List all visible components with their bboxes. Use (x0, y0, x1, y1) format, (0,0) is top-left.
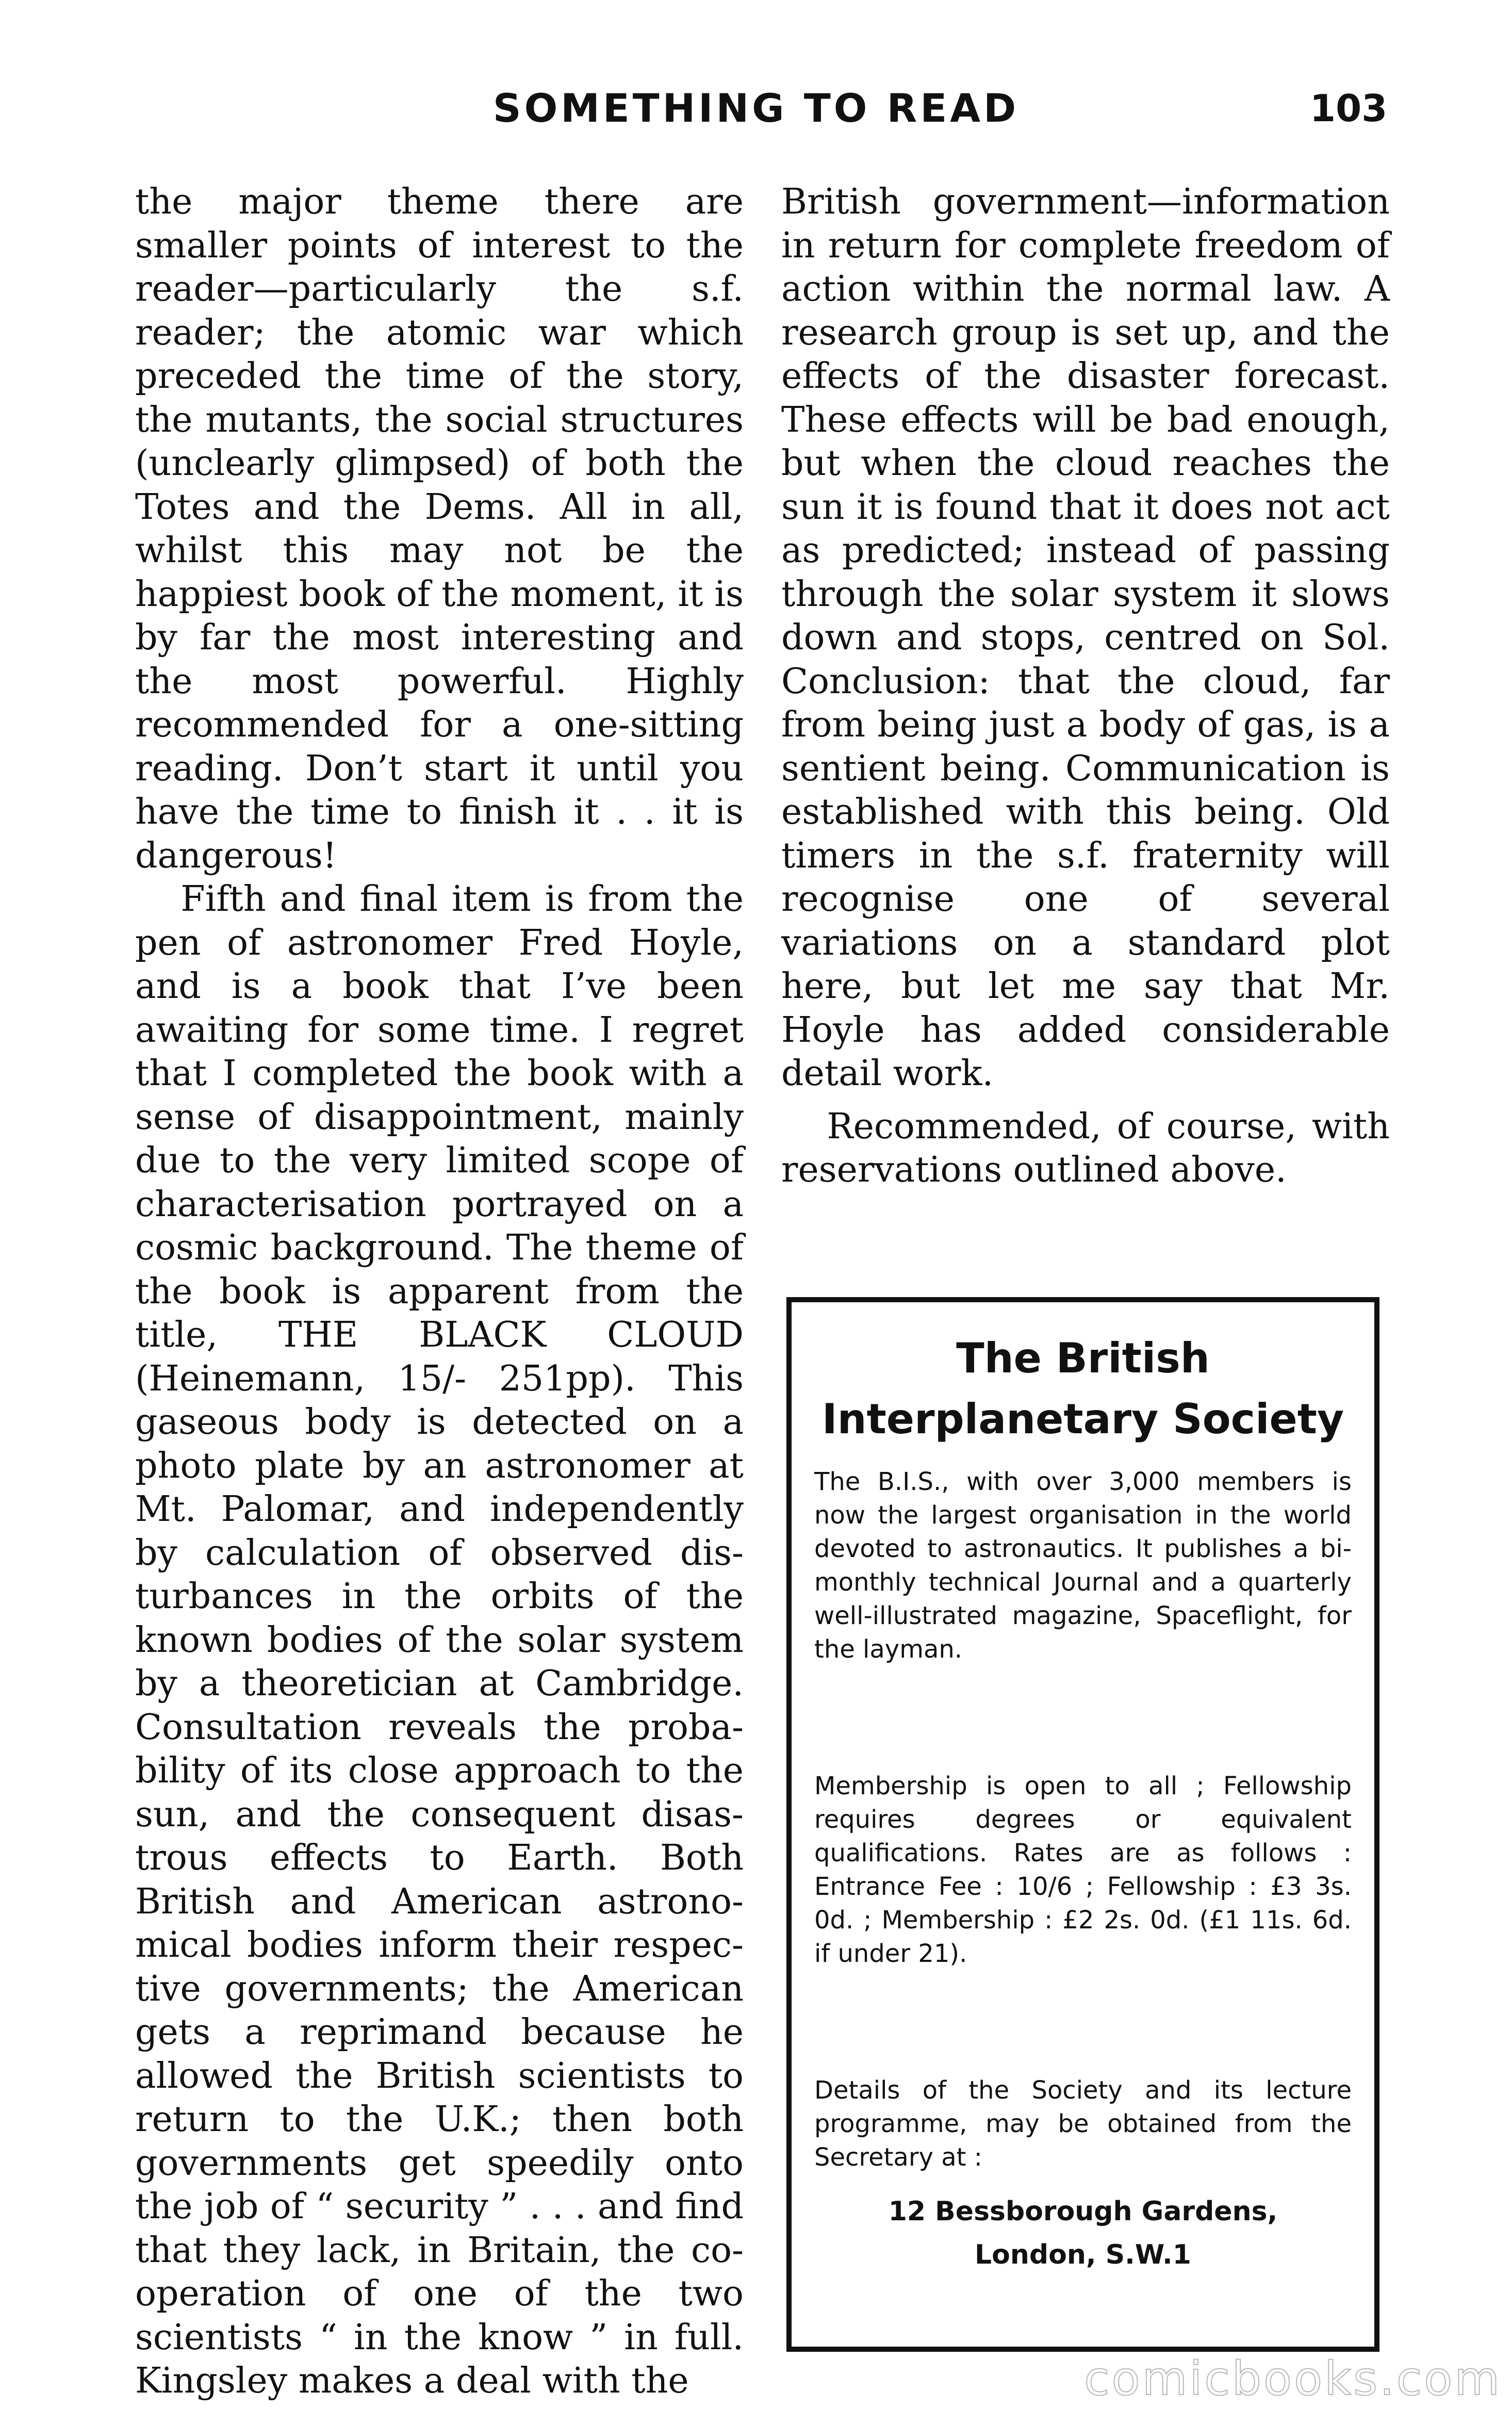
left-column (135, 181, 744, 2403)
bis-advertisement (786, 1297, 1379, 2352)
advert-address (814, 2190, 1352, 2276)
advert-paragraph: Details of the Society and its lecture programme, may be obtained from the Secretary at : (814, 2076, 1352, 2172)
advert-title (814, 1328, 1352, 1450)
page-number: 103 (1310, 87, 1388, 130)
body-paragraph: Fifth and final item is from the pen of astronomer Fred Hoyle, and is a book that I’ve been awaiting for some time. I regret that I completed the book with a sense of disappointment, mainly due to the very limited scope of characterisation portrayed on a cosmic background. The theme of the book is apparent from the title, THE BLACK CLOUD (Heinemann, 15/- 251pp). This gaseous body is detected on a photo plate by an astronomer at Mt. Palomar, and independently by calculation of observed disturbances in the orbits of the known bodies of the solar system by a theoretician at Cambridge. Consultation reveals the probability of its close approach to the sun, and the consequent disastrous effects to Earth. Both British and American astronomical bodies inform their respective governments; the American gets a reprimand because he allowed the British scientists to return to the U.K.; then both governments get speedily onto the job of “ security ” . . . and find that they lack, in Britain, the co-operation of one of the two scientists “ in the know ” in full. Kingsley makes a deal with the (135, 879, 744, 2401)
body-paragraph: the major theme there are smaller points of interest to the reader—particularly the s.f. reader; the atomic war which preceded the time of the story, the mutants, the social structures (unclearly glimpsed) of both the Totes and the Dems. All in all, whilst this may not be the happiest book of the moment, it is by far the most interesting and the most powerful. Highly recommended for a one-sitting reading. Don’t start it until you have the time to finish it . . it is dangerous! (135, 182, 744, 876)
right-column (781, 181, 1390, 1192)
advert-title-line: Interplanetary Society (821, 1395, 1344, 1443)
advert-paragraph: The B.I.S., with over 3,000 members is now the largest organisation in the world devoted to astronautics. It publishes a bi-monthly technical Journal and a quarterly well-illustrated magazine, Spaceflight, for the layman. (814, 1467, 1352, 1664)
running-head: SOMETHING TO READ (492, 85, 1020, 131)
watermark: comicbooks.com (1084, 2352, 1502, 2406)
address-line: 12 Bessborough Gardens, (888, 2196, 1278, 2227)
advert-paragraph: Membership is open to all ; Fellowship requires degrees or equivalent qualifications. Rates are as follows : Entrance Fee : 10/6 ; Fellowship : £3 3s. 0d. ; Membership : £2 2s. 0d. (£1 11s. 6d. if under 21). (814, 1772, 1352, 1968)
body-paragraph: British government—information in return for complete freedom of action within the normal law. A research group is set up, and the effects of the disaster forecast. These effects will be bad enough, but when the cloud reaches the sun it is found that it does not act as predicted; instead of passing through the solar system it slows down and stops, centred on Sol. Conclusion: that the cloud, far from being just a body of gas, is a sentient being. Communication is established with this being. Old timers in the s.f. fraternity will recognise one of several variations on a standard plot here, but let me say that Mr. Hoyle has added considerable detail work. (781, 182, 1390, 1094)
advert-title-line: The British (956, 1334, 1210, 1382)
address-line: London, S.W.1 (975, 2239, 1191, 2270)
body-paragraph: Recommended, of course, with reservations outlined above. (781, 1106, 1390, 1190)
